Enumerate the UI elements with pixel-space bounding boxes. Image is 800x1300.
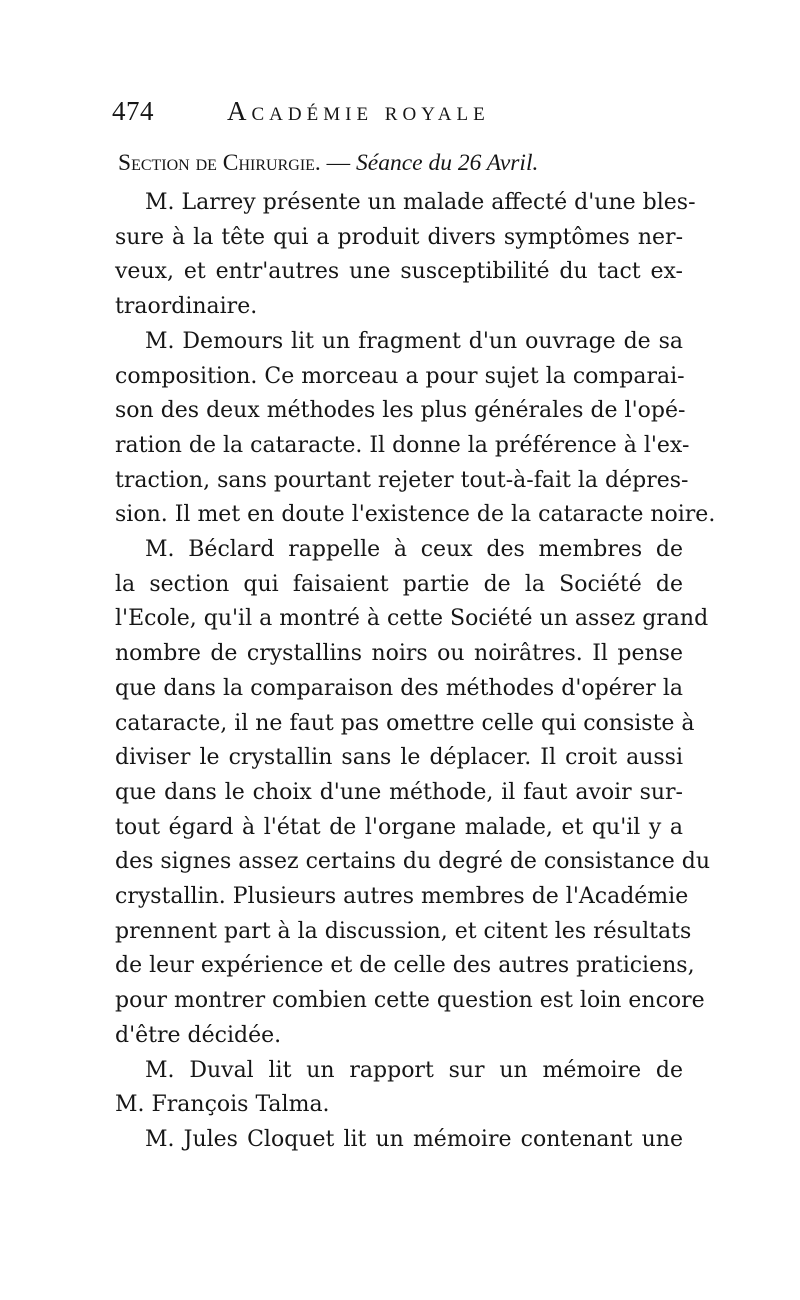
text-line: M. Béclard rappelle à ceux des membres de (145, 537, 683, 563)
text-line: l'Ecole, qu'il a montré à cette Société un assez grand (115, 606, 709, 632)
text-line: son des deux méthodes les plus générales de l'opé- (115, 398, 686, 424)
body-text (115, 186, 716, 1158)
session-date: Séance du 26 Avril. (356, 150, 539, 176)
text-line: diviser le crystallin sans le déplacer. Il croit aussi (115, 745, 683, 771)
text-line: tout égard à l'état de l'organe malade, et qu'il y a (115, 814, 683, 840)
heading-separator: — (320, 150, 357, 176)
page-number: 474 (112, 96, 154, 126)
text-line: M. Duval lit un rapport sur un mémoire de (145, 1057, 683, 1083)
paragraph-duval (115, 1054, 683, 1123)
text-line: M. Demours lit un fragment d'un ouvrage de sa (145, 328, 683, 354)
text-line: pour montrer combien cette question est loin encore (115, 988, 705, 1014)
text-line: la section qui faisaient partie de la Société de (115, 571, 683, 597)
text-line: traordinaire. (115, 294, 258, 320)
section-heading (118, 150, 688, 177)
text-line: de leur expérience et de celle des autres praticiens, (115, 953, 695, 979)
paragraph-demours (115, 325, 716, 533)
paragraph-beclard (115, 533, 710, 1054)
running-head (112, 96, 712, 136)
text-line: prennent part à la discussion, et citent les résultats (115, 918, 692, 944)
text-line: d'être décidée. (115, 1022, 282, 1048)
text-line: sion. Il met en doute l'existence de la cataracte noire. (115, 502, 716, 528)
text-line: traction, sans pourtant rejeter tout-à-fait la dépres- (115, 467, 689, 493)
paragraph-cloquet (115, 1123, 683, 1158)
running-title: Académie royale (227, 96, 490, 126)
text-line: ration de la cataracte. Il donne la préférence à l'ex- (115, 432, 690, 458)
text-line: veux, et entr'autres une susceptibilité du tact ex- (115, 259, 683, 285)
section-title: Section de Chirurgie. (118, 150, 321, 176)
text-line: des signes assez certains du degré de consistance du (115, 849, 710, 875)
text-line: M. Jules Cloquet lit un mémoire contenant une (145, 1126, 683, 1152)
text-line: M. François Talma. (115, 1092, 330, 1118)
text-line: nombre de crystallins noirs ou noirâtres. Il pense (115, 641, 683, 667)
paragraph-larrey (115, 186, 696, 325)
text-line: sure à la tête qui a produit divers symptômes ner- (115, 224, 683, 250)
text-line: composition. Ce morceau a pour sujet la comparai- (115, 363, 685, 389)
text-line: crystallin. Plusieurs autres membres de l'Académie (115, 884, 689, 910)
text-line: cataracte, il ne faut pas omettre celle qui consiste à (115, 710, 695, 736)
text-line: que dans la comparaison des méthodes d'opérer la (115, 675, 683, 701)
text-line: M. Larrey présente un malade affecté d'une bles- (145, 190, 696, 215)
text-line: que dans le choix d'une méthode, il faut avoir sur- (115, 779, 683, 805)
